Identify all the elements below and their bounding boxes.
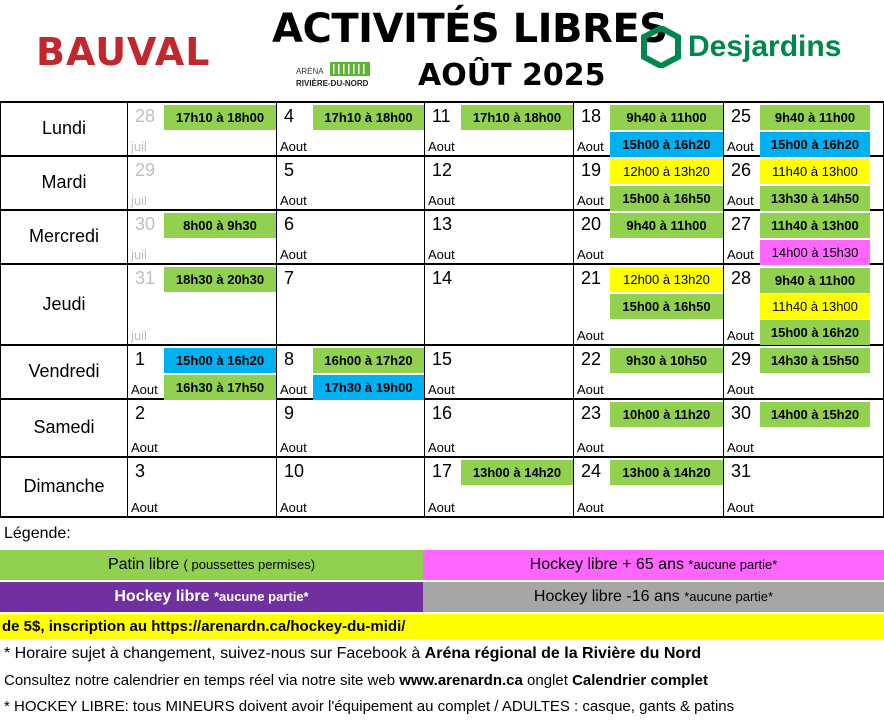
day-number: 22 (581, 349, 602, 369)
note-website-text: Consultez notre calendrier en temps réel via notre site web (4, 672, 400, 689)
legend-patin-libre-note: ( poussettes permises) (183, 557, 316, 572)
website-link[interactable]: www.arenardn.ca (399, 672, 523, 689)
month-label: Aout (577, 440, 604, 455)
arena-bars-icon (330, 60, 370, 78)
time-slot: 13h00 à 14h20 (461, 460, 573, 485)
grid-hline (0, 456, 884, 458)
time-slot: 13h00 à 14h20 (610, 460, 723, 485)
day-number: 23 (581, 403, 602, 423)
day-number: 4 (284, 106, 295, 126)
time-slot: 11h40 à 13h00 (760, 159, 870, 184)
grid-vline (573, 102, 574, 517)
day-number: 21 (581, 268, 602, 288)
desjardins-hexagon-icon (640, 26, 682, 68)
time-slot: 9h40 à 11h00 (610, 213, 723, 238)
time-slot: 15h00 à 16h50 (610, 294, 723, 319)
note-equipment: * HOCKEY LIBRE: tous MINEURS doivent avoir l'équipement au complet / ADULTES : casque, gants & patins (4, 698, 735, 715)
day-name-samedi: Samedi (33, 417, 95, 437)
grid-hline (0, 155, 884, 157)
day-number: 28 (731, 268, 752, 288)
day-number: 15 (432, 349, 453, 369)
month-label: Aout (280, 382, 307, 397)
arena-logo (296, 60, 376, 94)
time-slot: 17h30 à 19h00 (313, 375, 424, 400)
time-slot: 8h00 à 9h30 (164, 213, 276, 238)
day-number: 31 (731, 461, 752, 481)
legend-hockey-65 (423, 550, 884, 580)
day-number: 8 (284, 349, 295, 369)
time-slot: 9h40 à 11h00 (760, 268, 870, 293)
month-label: Aout (727, 440, 754, 455)
month-label: Aout (727, 328, 754, 343)
legend-hockey-16 (423, 582, 884, 612)
legend-hockey-libre (0, 582, 423, 612)
arena-logo-line2: RIVIÈRE-DU-NORD (296, 79, 369, 88)
month-label: Aout (577, 500, 604, 515)
day-number: 12 (432, 160, 453, 180)
day-number: 29 (731, 349, 752, 369)
month-label: Aout (280, 500, 307, 515)
grid-hline (0, 344, 884, 346)
month-label: Aout (280, 139, 307, 154)
day-name-dimanche: Dimanche (23, 476, 105, 496)
grid-hline (0, 263, 884, 265)
time-slot: 14h00 à 15h20 (760, 402, 870, 427)
day-number: 17 (432, 461, 453, 481)
month-label: Aout (727, 247, 754, 262)
day-number: 6 (284, 214, 295, 234)
month-label: juil (131, 328, 147, 343)
month-label: Aout (428, 382, 455, 397)
day-number: 29 (135, 160, 156, 180)
price-banner (0, 614, 884, 639)
month-label: Aout (428, 440, 455, 455)
day-number: 24 (581, 461, 602, 481)
legend-hockey-libre-label: Hockey libre (114, 588, 210, 605)
time-slot: 9h30 à 10h50 (610, 348, 723, 373)
month-label: Aout (577, 247, 604, 262)
time-slot: 11h40 à 13h00 (760, 294, 870, 319)
day-number: 30 (135, 214, 156, 234)
month-label: Aout (577, 328, 604, 343)
grid-hline (0, 101, 884, 103)
legend-patin-libre (0, 550, 423, 580)
month-label: Aout (577, 382, 604, 397)
page-subtitle: AOÛT 2025 (418, 58, 606, 93)
day-name-jeudi: Jeudi (42, 293, 86, 314)
day-number: 11 (432, 106, 451, 126)
day-number: 10 (284, 461, 305, 481)
legend-hockey-libre-note: *aucune partie* (213, 589, 309, 604)
time-slot: 12h00 à 13h20 (610, 267, 723, 292)
month-label: Aout (280, 247, 307, 262)
month-label: Aout (280, 440, 307, 455)
time-slot: 16h30 à 17h50 (164, 375, 276, 400)
time-slot: 15h00 à 16h20 (610, 132, 723, 157)
month-label: Aout (577, 139, 604, 154)
month-label: Aout (727, 382, 754, 397)
page-title: ACTIVITÉS LIBRES (272, 6, 668, 52)
month-label: juil (131, 193, 147, 208)
day-number: 7 (284, 268, 295, 288)
month-label: Aout (428, 247, 455, 262)
legend-hockey-16-note: *aucune partie* (684, 589, 774, 604)
grid-hline (0, 398, 884, 400)
arena-logo-line1: ARÉNA (296, 67, 324, 76)
grid-vline (0, 102, 1, 517)
legend-patin-libre-label: Patin libre (107, 556, 180, 573)
month-label: Aout (280, 193, 307, 208)
time-slot: 14h00 à 15h30 (760, 240, 870, 265)
grid-vline (276, 102, 277, 517)
day-number: 19 (581, 160, 602, 180)
legend-hockey-65-note: *aucune partie* (688, 557, 778, 572)
grid-vline (723, 102, 724, 517)
time-slot: 15h00 à 16h50 (610, 186, 723, 211)
month-label: Aout (131, 500, 158, 515)
day-name-mardi: Mardi (41, 172, 87, 192)
month-label: Aout (428, 193, 455, 208)
grid-hline (0, 209, 884, 211)
desjardins-logo (640, 26, 842, 73)
grid-vline (424, 102, 425, 517)
day-number: 30 (731, 403, 752, 423)
price-banner-text: de 5$, inscription au https://arenardn.ca/hockey-du-midi/ (2, 618, 406, 635)
legend-title: Légende: (4, 525, 71, 542)
time-slot: 9h40 à 11h00 (610, 105, 723, 130)
month-label: Aout (727, 139, 754, 154)
day-number: 14 (432, 268, 453, 288)
note-facebook-name: Aréna régional de la Rivière du Nord (424, 645, 702, 662)
day-number: 1 (135, 349, 146, 369)
month-label: Aout (428, 500, 455, 515)
month-label: juil (131, 247, 147, 262)
note-tab-name: Calendrier complet (572, 672, 708, 689)
note-schedule-change (4, 645, 701, 663)
time-slot: 11h40 à 13h00 (760, 213, 870, 238)
desjardins-logo-text: Desjardins (688, 30, 842, 63)
time-slot: 18h30 à 20h30 (164, 267, 276, 292)
time-slot: 13h30 à 14h50 (760, 186, 870, 211)
time-slot: 15h00 à 16h20 (164, 348, 276, 373)
day-number: 27 (731, 214, 752, 234)
day-name-mercredi: Mercredi (28, 226, 99, 246)
bauval-logo-text: BAUVAL (36, 30, 211, 74)
legend-hockey-16-label: Hockey libre -16 ans (533, 588, 680, 605)
note-schedule-change-text: * Horaire sujet à changement, suivez-nous sur Facebook à (4, 645, 425, 662)
legend-hockey-65-label: Hockey libre + 65 ans (529, 556, 684, 573)
day-number: 16 (432, 403, 453, 423)
note-tab-text: onglet (522, 672, 573, 689)
time-slot: 9h40 à 11h00 (760, 105, 870, 130)
time-slot: 17h10 à 18h00 (164, 105, 276, 130)
time-slot: 12h00 à 13h20 (610, 159, 723, 184)
grid-hline (0, 516, 884, 518)
day-name-vendredi: Vendredi (28, 361, 100, 381)
month-label: Aout (131, 382, 158, 397)
day-number: 2 (135, 403, 146, 423)
bauval-logo (36, 30, 211, 74)
day-number: 31 (135, 268, 156, 288)
time-slot: 15h00 à 16h20 (760, 320, 870, 345)
month-label: Aout (727, 193, 754, 208)
day-number: 5 (284, 160, 295, 180)
time-slot: 10h00 à 11h20 (610, 402, 723, 427)
month-label: juil (131, 139, 147, 154)
time-slot: 14h30 à 15h50 (760, 348, 870, 373)
day-number: 9 (284, 403, 295, 423)
day-number: 18 (581, 106, 602, 126)
day-name-lundi: Lundi (41, 118, 87, 138)
month-label: Aout (131, 440, 158, 455)
time-slot: 17h10 à 18h00 (461, 105, 573, 130)
day-number: 28 (135, 106, 156, 126)
month-label: Aout (727, 500, 754, 515)
month-label: Aout (577, 193, 604, 208)
day-number: 20 (581, 214, 602, 234)
day-number: 13 (432, 214, 453, 234)
note-website (4, 672, 708, 689)
time-slot: 16h00 à 17h20 (313, 348, 424, 373)
day-number: 25 (731, 106, 752, 126)
grid-vline (127, 102, 128, 517)
day-number: 26 (731, 160, 752, 180)
time-slot: 15h00 à 16h20 (760, 132, 870, 157)
day-number: 3 (135, 461, 146, 481)
month-label: Aout (428, 139, 455, 154)
time-slot: 17h10 à 18h00 (313, 105, 424, 130)
